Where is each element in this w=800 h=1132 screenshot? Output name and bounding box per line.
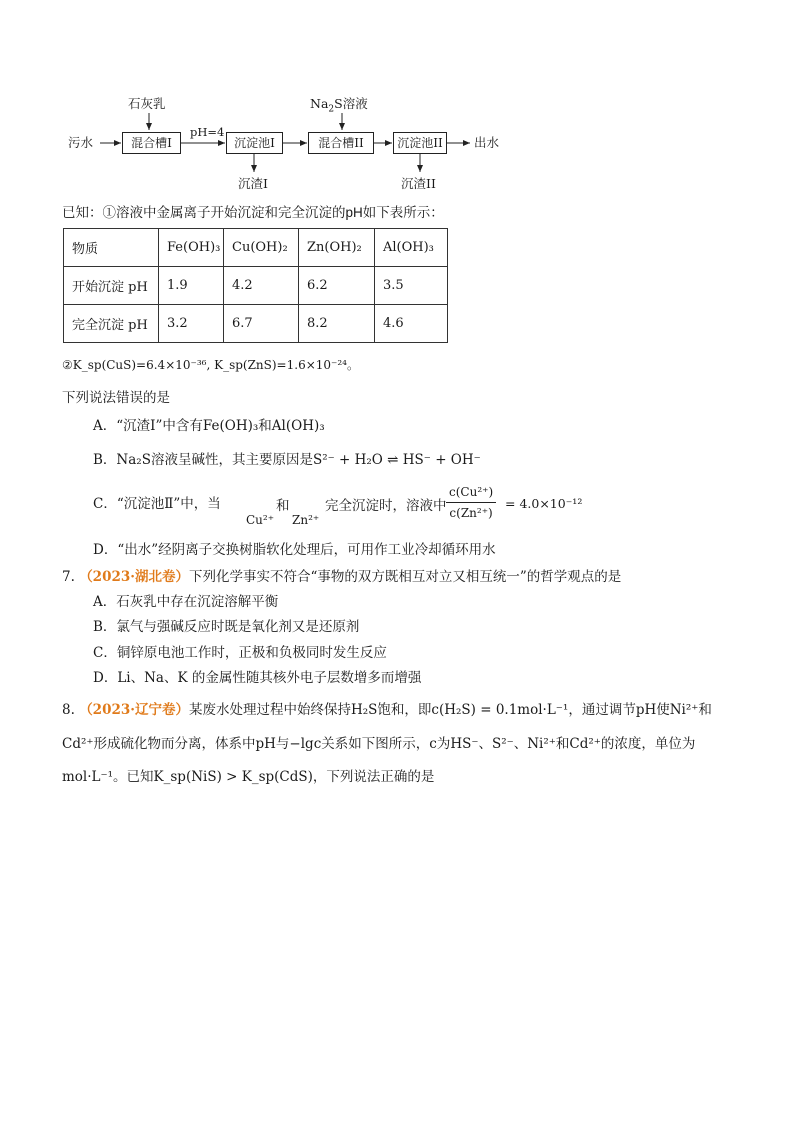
table-header-cell: Zn(OH)₂ bbox=[299, 229, 375, 267]
q6-c-denominator: c(Zn²⁺) bbox=[449, 506, 493, 520]
q6-c-and: 和 bbox=[276, 498, 290, 514]
na2s-rest: S溶液 bbox=[334, 96, 368, 111]
q6-prompt: 下列说法错误的是 bbox=[62, 390, 170, 406]
flow-arrow-label: pH=4 bbox=[190, 125, 225, 139]
q7-stem-text: 下列化学事实不符合“事物的双方既相互对立又相互统一”的哲学观点的是 bbox=[188, 569, 622, 585]
flow-box-mixing-2: 混合槽II bbox=[308, 132, 374, 154]
table-header-row bbox=[64, 229, 448, 267]
q8-source: （2023·辽宁卷） bbox=[79, 702, 189, 718]
q6-c-numerator: c(Cu²⁺) bbox=[446, 482, 496, 503]
q6-c-mid: 完全沉淀时，溶液中 bbox=[325, 498, 447, 514]
q7-source: （2023·湖北卷） bbox=[79, 569, 189, 585]
known-line bbox=[62, 203, 444, 223]
table-row-label: 完全沉淀 pH bbox=[64, 305, 159, 343]
flow-box-settling-1: 沉淀池I bbox=[226, 132, 283, 154]
q7-option-c: C．铜锌原电池工作时，正极和负极同时发生反应 bbox=[93, 645, 387, 661]
flow-arrows bbox=[0, 0, 800, 200]
table-cell: 3.5 bbox=[375, 267, 448, 305]
table-header-cell: Al(OH)₃ bbox=[375, 229, 448, 267]
known-text-end: 如下表所示： bbox=[362, 205, 444, 221]
table-cell: 8.2 bbox=[299, 305, 375, 343]
q8-number: 8. bbox=[62, 702, 75, 718]
na2s-sub: 2 bbox=[328, 104, 335, 115]
known-text: 已知：①溶液中金属离子开始沉淀和完全沉淀的 bbox=[62, 205, 346, 221]
q7-number: 7. bbox=[62, 569, 75, 585]
q6-c-cu: Cu²⁺ bbox=[246, 513, 275, 527]
flow-out: 出水 bbox=[474, 135, 500, 150]
q6-option-a: A．“沉渣Ⅰ”中含有Fe(OH)₃和Al(OH)₃ bbox=[93, 418, 325, 434]
q6-c-zn: Zn²⁺ bbox=[292, 513, 320, 527]
q7-stem bbox=[62, 567, 621, 587]
flow-residue-1: 沉渣I bbox=[238, 176, 268, 191]
table-cell: 1.9 bbox=[159, 267, 224, 305]
table-cell: 6.7 bbox=[224, 305, 299, 343]
q6-option-d: D．“出水”经阴离子交换树脂软化处理后，可用作工业冷却循环用水 bbox=[93, 542, 496, 558]
q6-option-b: B．Na₂S溶液呈碱性，其主要原因是S²⁻ + H₂O ⇌ HS⁻ + OH⁻ bbox=[93, 452, 481, 468]
table-cell: 3.2 bbox=[159, 305, 224, 343]
flow-source: 污水 bbox=[68, 135, 94, 150]
ph-table bbox=[63, 228, 448, 343]
q7-option-a: A．石灰乳中存在沉淀溶解平衡 bbox=[93, 594, 279, 610]
flow-box-mixing-1: 混合槽I bbox=[122, 132, 181, 154]
ksp-line: ②K_sp(CuS)=6.4×10⁻³⁶, K_sp(ZnS)=1.6×10⁻²⁴。 bbox=[62, 358, 359, 372]
na2s-main: Na bbox=[310, 96, 329, 111]
table-header-cell: 物质 bbox=[64, 229, 159, 267]
q8-line-1 bbox=[62, 700, 712, 720]
table-header-cell: Fe(OH)₃ bbox=[159, 229, 224, 267]
table-cell: 4.6 bbox=[375, 305, 448, 343]
q7-option-d: D．Li、Na、K 的金属性随其核外电子层数增多而增强 bbox=[93, 670, 422, 686]
q8-line1-text: 某废水处理过程中始终保持H₂S饱和，即c(H₂S) = 0.1mol·L⁻¹，通过调节pH使Ni²⁺和 bbox=[188, 702, 712, 718]
q6-c-prefix: C．“沉淀池Ⅱ”中，当 bbox=[93, 496, 221, 512]
q6-c-fraction bbox=[446, 482, 496, 523]
known-ph: pH bbox=[345, 205, 363, 220]
input-na2s bbox=[310, 94, 368, 120]
table-row bbox=[64, 305, 448, 343]
flow-residue-2: 沉渣II bbox=[401, 176, 436, 191]
q7-option-b: B．氯气与强碱反应时既是氧化剂又是还原剂 bbox=[93, 619, 360, 635]
input-lime-milk: 石灰乳 bbox=[128, 96, 166, 111]
table-cell: 4.2 bbox=[224, 267, 299, 305]
table-row-label: 开始沉淀 pH bbox=[64, 267, 159, 305]
q8-line-2: Cd²⁺形成硫化物而分离，体系中pH与−lgc关系如下图所示，c为HS⁻、S²⁻、Ni²⁺和Cd²⁺的浓度，单位为 bbox=[62, 736, 696, 752]
table-cell: 6.2 bbox=[299, 267, 375, 305]
q8-line-3: mol·L⁻¹。已知K_sp(NiS) > K_sp(CdS)，下列说法正确的是 bbox=[62, 769, 435, 785]
table-row bbox=[64, 267, 448, 305]
flow-box-settling-2: 沉淀池II bbox=[393, 132, 447, 154]
table-header-cell: Cu(OH)₂ bbox=[224, 229, 299, 267]
q6-c-value: = 4.0×10⁻¹² bbox=[505, 496, 583, 511]
